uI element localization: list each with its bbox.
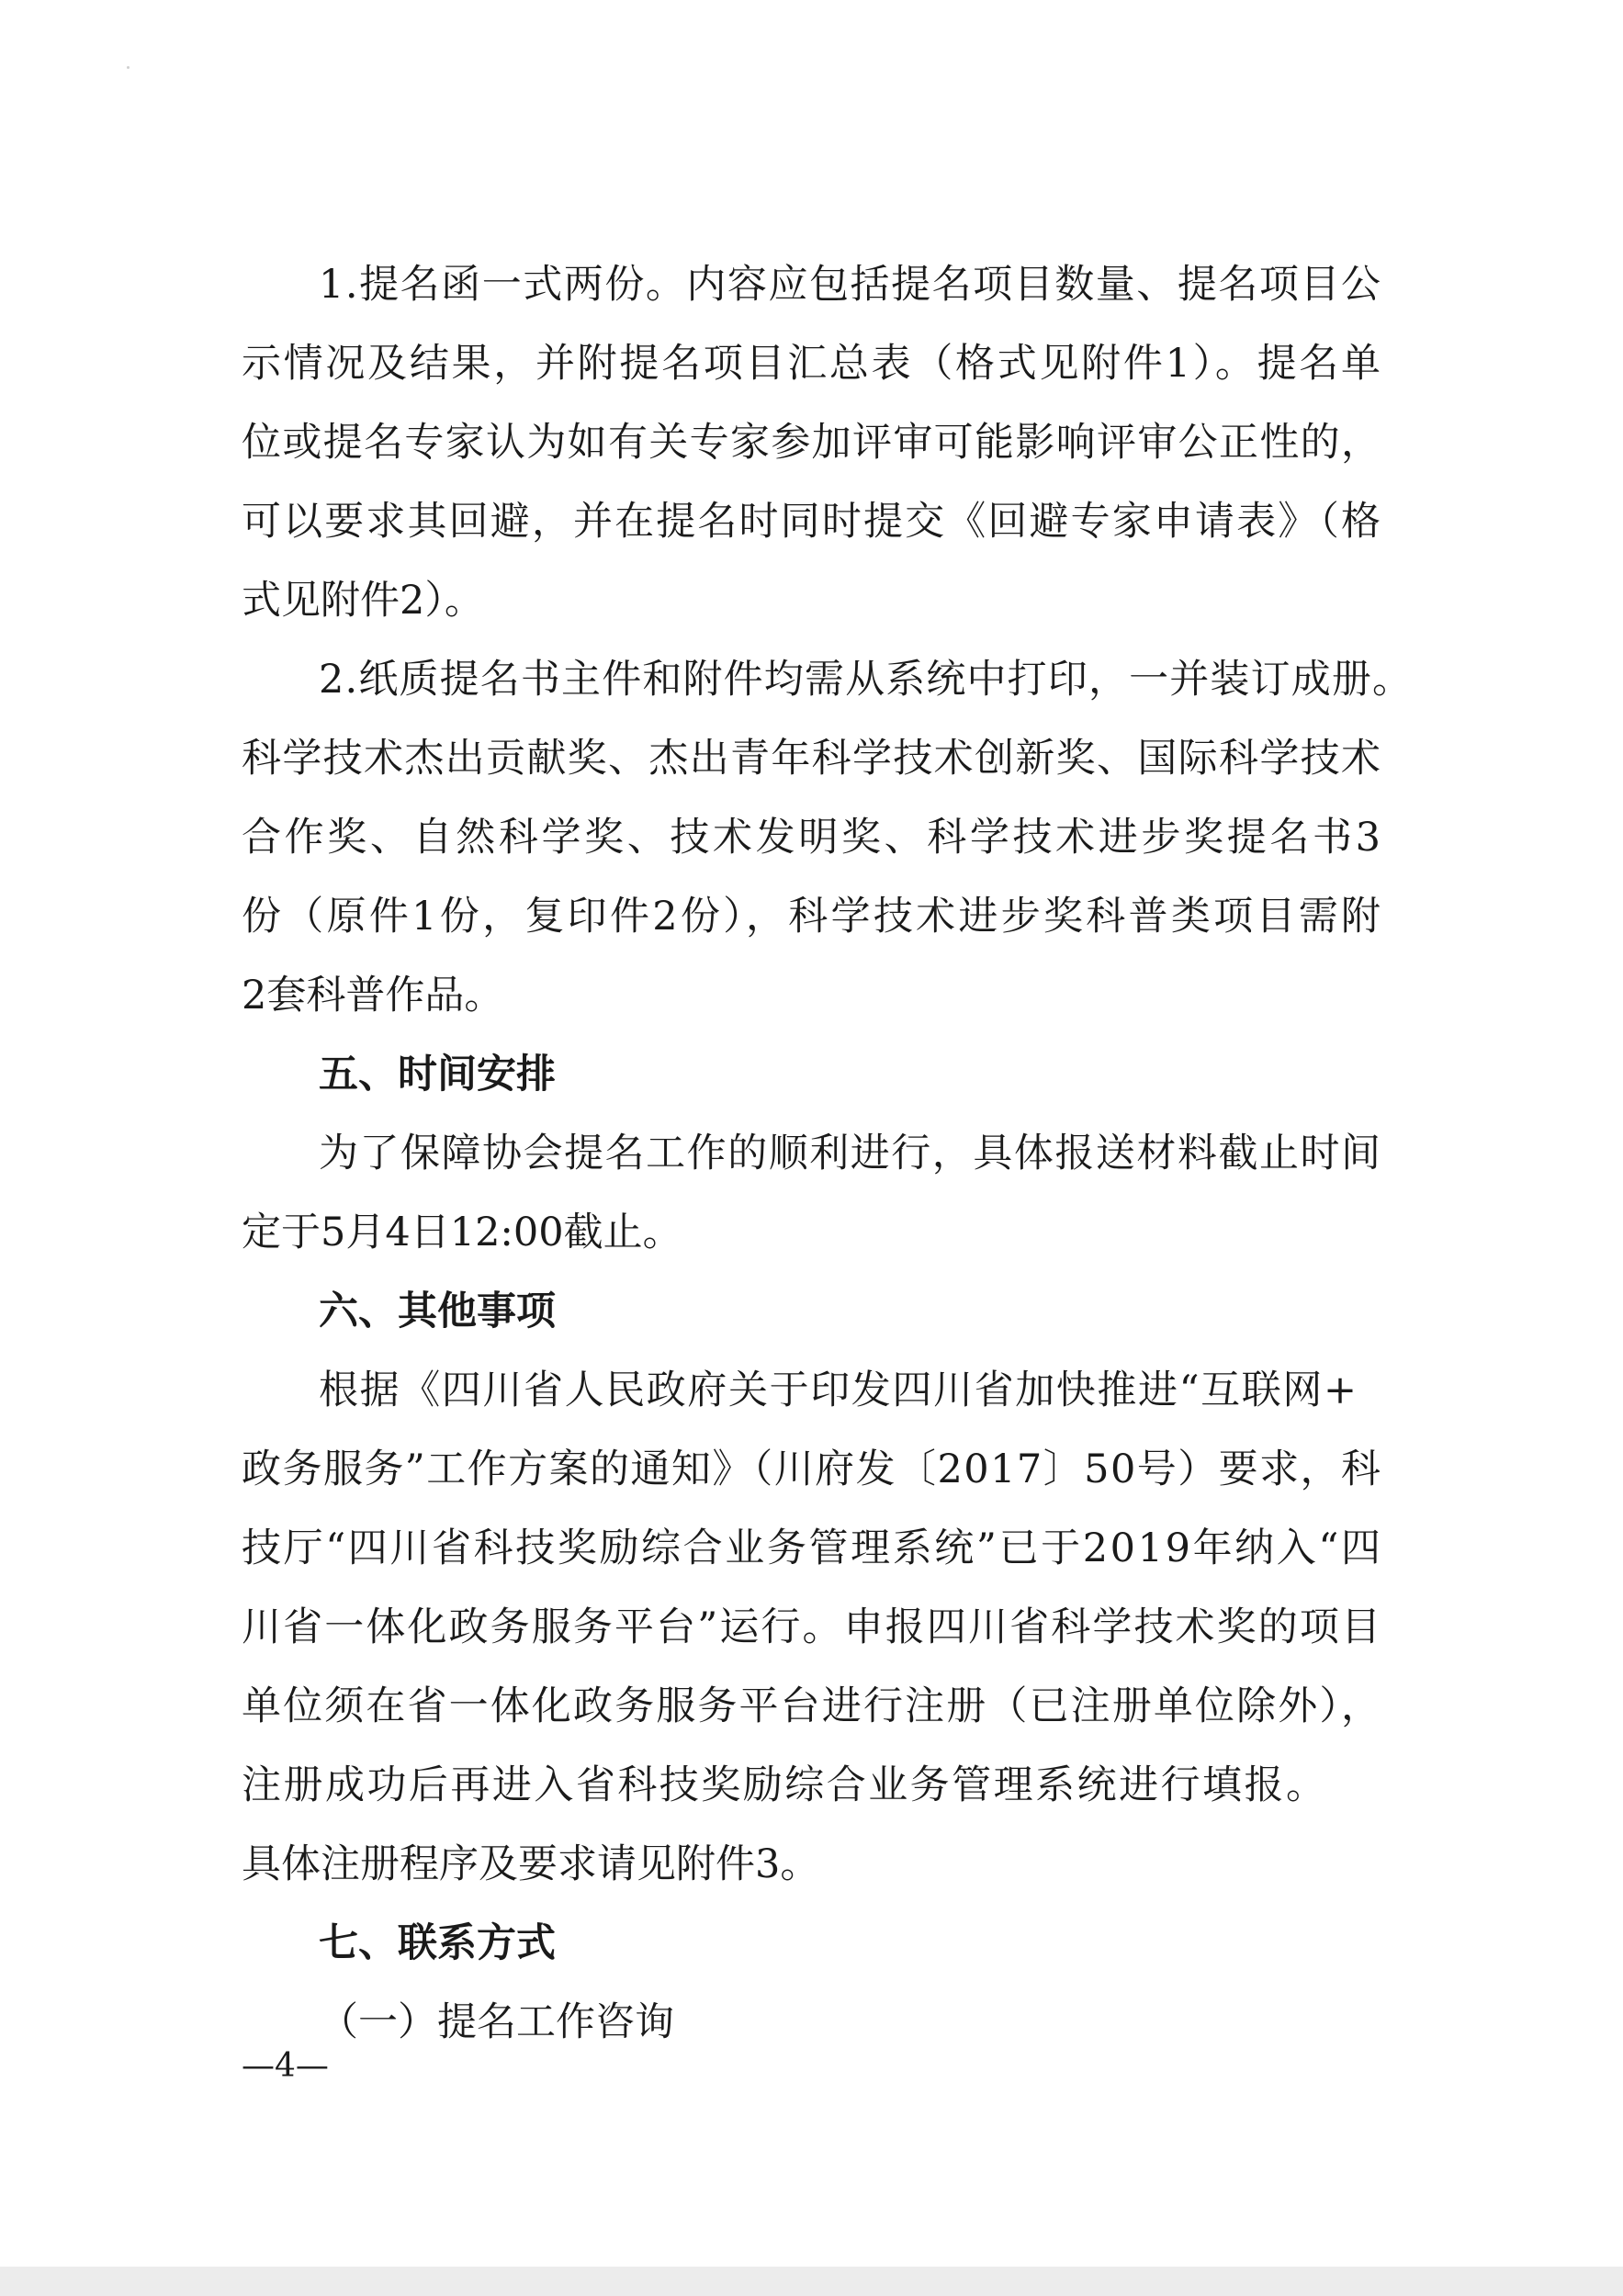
- page-number: —4—: [242, 2047, 329, 2085]
- scan-bottom-edge: [0, 2267, 1623, 2296]
- paragraph-4-line-2: 政务服务”工作方案的通知》（川府发〔2017〕50号）要求，科: [242, 1446, 1382, 1492]
- paragraph-1-line-2: 示情况及结果，并附提名项目汇总表（格式见附件1）。提名单: [242, 341, 1383, 387]
- paragraph-3-line-2: 定于5月4日12:00截止。: [242, 1210, 682, 1255]
- paragraph-4-line-6: 注册成功后再进入省科技奖励综合业务管理系统进行填报。: [242, 1762, 1328, 1808]
- paragraph-1-line-4: 可以要求其回避，并在提名时同时提交《回避专家申请表》（格: [242, 499, 1383, 545]
- paragraph-2-line-1: 2.纸质提名书主件和附件均需从系统中打印，一并装订成册。: [319, 657, 1414, 703]
- paragraph-2-line-2: 科学技术杰出贡献奖、杰出青年科学技术创新奖、国际科学技术: [242, 736, 1382, 782]
- scan-speck: [127, 66, 130, 69]
- paragraph-2-line-5: 2套科普作品。: [242, 973, 504, 1019]
- section-heading-contact: 七、联系方式: [319, 1920, 556, 1966]
- paragraph-4-line-3: 技厅“四川省科技奖励综合业务管理系统”已于2019年纳入“四: [242, 1525, 1383, 1571]
- paragraph-1-line-3: 位或提名专家认为如有关专家参加评审可能影响评审公正性的，: [242, 420, 1382, 466]
- subsection-heading-nomination-inquiry: （一）提名工作咨询: [319, 1999, 674, 2045]
- section-heading-schedule: 五、时间安排: [319, 1052, 556, 1097]
- paragraph-4-line-5: 单位须在省一体化政务服务平台进行注册（已注册单位除外），: [242, 1683, 1383, 1729]
- paragraph-1-line-1: 1.提名函一式两份。内容应包括提名项目数量、提名项目公: [319, 262, 1382, 308]
- paragraph-1-line-5: 式见附件2）。: [242, 578, 484, 624]
- paragraph-3-line-1: 为了保障协会提名工作的顺利进行，具体报送材料截止时间: [319, 1131, 1382, 1176]
- paragraph-4-line-7: 具体注册程序及要求请见附件3。: [242, 1841, 820, 1887]
- paragraph-2-line-3: 合作奖、自然科学奖、技术发明奖、科学技术进步奖提名书3: [242, 815, 1384, 861]
- paragraph-2-line-4: 份（原件1份，复印件2份），科学技术进步奖科普类项目需附: [242, 894, 1384, 940]
- paragraph-4-line-1: 根据《四川省人民政府关于印发四川省加快推进“互联网+: [319, 1367, 1358, 1413]
- paragraph-4-line-4: 川省一体化政务服务平台”运行。申报四川省科学技术奖的项目: [242, 1604, 1383, 1650]
- section-heading-other-matters: 六、其他事项: [319, 1289, 556, 1334]
